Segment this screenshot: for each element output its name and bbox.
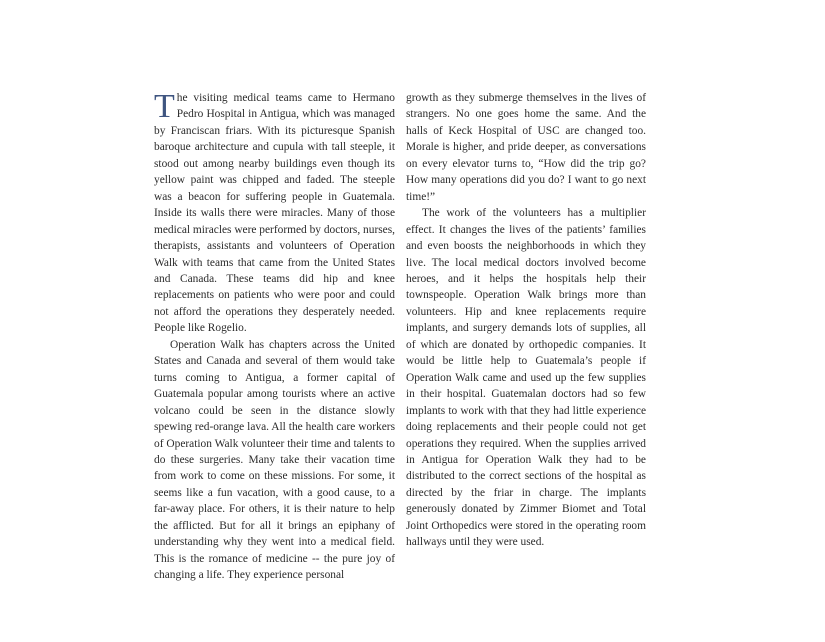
paragraph-1-text: he visiting medical teams came to Hermano Pedro Hospital in Antigua, which was managed by Franciscan friars. With its picturesque Spanish baroque architecture and cupula with tall steeple, it stood out among nearby buildings even though its yellow paint was chipped and faded. The steeple was a beacon for suffering people in Guatemala. Inside its walls there were miracles. Many of those medical miracles were performed by doctors, nurses, therapists, assistants and volunteers of Operation Walk with teams that came from the United States and Canada. These teams did hip and knee replacements on patients who were poor and could not afford the operations they desperately needed. People like Rogelio. [154,92,396,335]
paragraph-3: The work of the volunteers has a multiplier effect. It changes the lives of the patients’ families and even boosts the neighborhoods in which they live. The local medical doctors involved become heroes, and it helps the hospitals help their townspeople. Operation Walk brings more than volunteers. Hip and knee replacements require implants, and surgery demands lots of supplies, all of which are donated by orthopedic companies. It would be little help to Guatemala’s people if Operation Walk came and used up the few supplies in their hospital. Guatemalan doctors had so few implants to work with that they had little experience doing replacements and their people could not get operations they required. When the supplies arrived in Antigua for Operation Walk they had to be distributed to the correct sections of the hospital as directed by the friar in charge. The implants generously donated by Zimmer Biomet and Total Joint Orthopedics were stored in the operating room hallways until they were used. [406,207,646,549]
right-column [406,90,646,551]
left-column [154,90,395,584]
paragraph-2: Operation Walk has chapters across the United States and Canada and several of them would take turns coming to Antigua, a former capital of Guatemala popular among tourists where an active volcano could be seen in the distance slowly spewing red-orange lava. All the health care workers of Operation Walk volunteer their time and talents to do these surgeries. Many take their vacation time from work to come on these missions. For some, it seems like a fun vacation, with a good cause, to a far-away place. For others, it is their nature to help the afflicted. But for all it brings an epiphany of understanding why they went into a medical field. This is the romance of medicine -- the pure joy of changing a life. They experience personal [154,338,395,582]
drop-cap: T [154,88,175,125]
paragraph-continued: growth as they submerge themselves in the lives of strangers. No one goes home the same. And the halls of Keck Hospital of USC are changed too. Morale is higher, and pride deeper, as conversations on every elevator turns to, “How did the trip go? How many operations did you do? I want to go next time!” [406,92,646,203]
paragraph-1 [154,90,395,337]
